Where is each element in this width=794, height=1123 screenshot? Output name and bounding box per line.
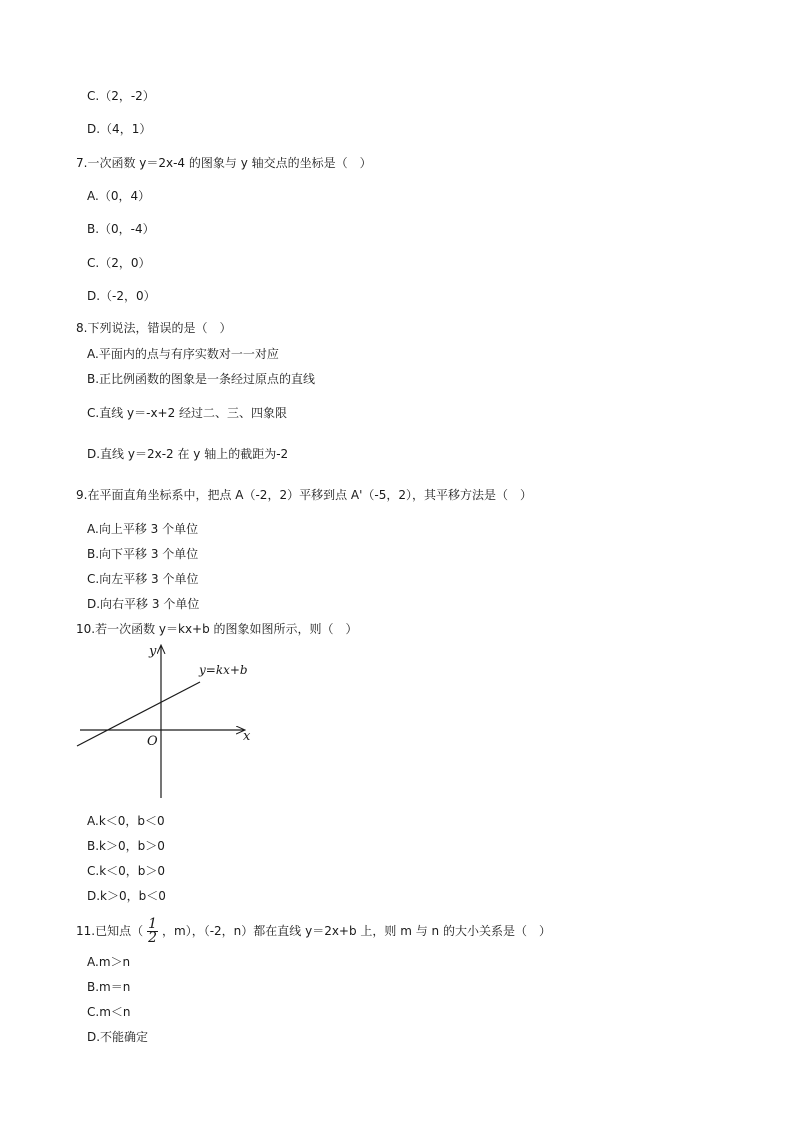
q7-stem: 7.一次函数 y＝2x-4 的图象与 y 轴交点的坐标是（ ） — [76, 156, 372, 170]
q11-stem-prefix: 11.已知点（ — [76, 924, 144, 938]
q11-stem-suffix: ，m），（-2，n）都在直线 y＝2x+b 上，则 m 与 n 的大小关系是（ ） — [162, 924, 551, 938]
y-axis-label: y — [149, 644, 157, 659]
q9-option-d: D.向右平移 3 个单位 — [87, 597, 200, 611]
origin-label: O — [147, 734, 158, 749]
fraction-numerator: 1 — [148, 916, 158, 932]
q7-option-b: B.（0，-4） — [87, 222, 155, 236]
q9-stem: 9.在平面直角坐标系中，把点 A（-2，2）平移到点 A'（-5，2），其平移方法是（ ） — [76, 488, 532, 502]
line-equation-label: y=kx+b — [199, 663, 248, 677]
q11-option-d: D.不能确定 — [87, 1030, 149, 1044]
q8-option-d: D.直线 y＝2x-2 在 y 轴上的截距为-2 — [87, 447, 289, 461]
q8-option-c: C.直线 y＝-x+2 经过二、三、四象限 — [87, 406, 288, 420]
q6-option-d: D.（4，1） — [87, 122, 152, 136]
q9-option-b: B.向下平移 3 个单位 — [87, 547, 199, 561]
q8-option-a: A.平面内的点与有序实数对一一对应 — [87, 347, 279, 361]
q7-option-d: D.（-2，0） — [87, 289, 156, 303]
x-axis-label: x — [243, 729, 251, 744]
q10-option-a: A.k＜0，b＜0 — [87, 814, 165, 828]
q10-option-d: D.k＞0，b＜0 — [87, 889, 166, 903]
q10-stem: 10.若一次函数 y＝kx+b 的图象如图所示，则（ ） — [76, 622, 358, 636]
q10-option-c: C.k＜0，b＞0 — [87, 864, 166, 878]
q10-option-b: B.k＞0，b＞0 — [87, 839, 165, 853]
q11-option-c: C.m＜n — [87, 1005, 131, 1019]
fraction-one-half — [147, 918, 158, 945]
q6-option-c: C.（2，-2） — [87, 89, 155, 103]
q7-option-c: C.（2，0） — [87, 256, 151, 270]
q9-option-c: C.向左平移 3 个单位 — [87, 572, 199, 586]
q10-function-graph — [72, 640, 262, 805]
q11-option-b: B.m＝n — [87, 980, 131, 994]
fraction-denominator: 2 — [148, 930, 158, 946]
q9-option-a: A.向上平移 3 个单位 — [87, 522, 199, 536]
function-line — [77, 682, 200, 746]
q7-option-a: A.（0，4） — [87, 189, 151, 203]
q11-option-a: A.m＞n — [87, 955, 131, 969]
q11-stem — [76, 918, 551, 945]
q8-stem: 8.下列说法，错误的是（ ） — [76, 321, 232, 335]
q8-option-b: B.正比例函数的图象是一条经过原点的直线 — [87, 372, 316, 386]
